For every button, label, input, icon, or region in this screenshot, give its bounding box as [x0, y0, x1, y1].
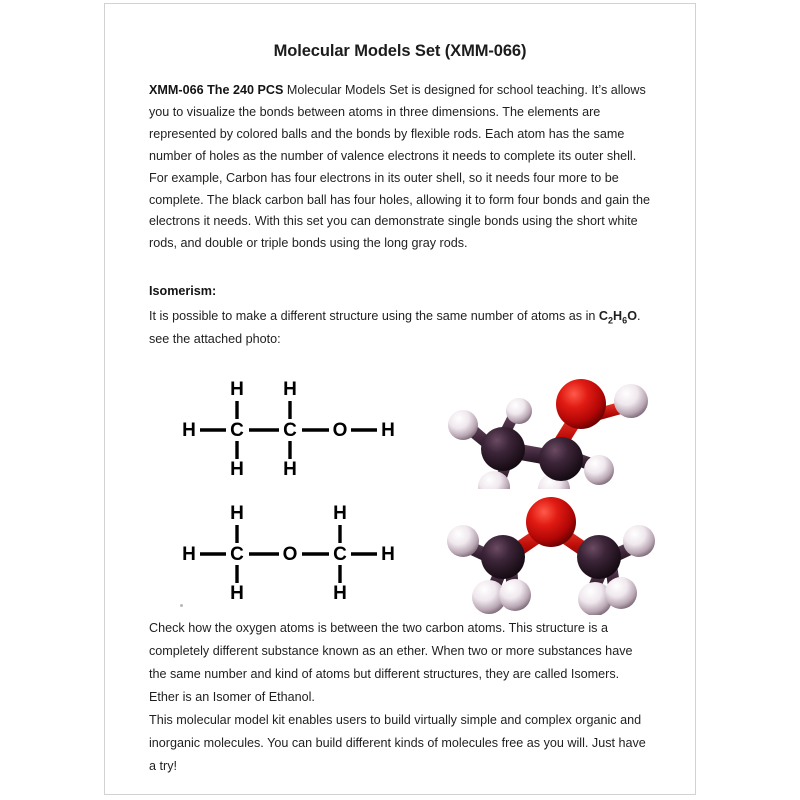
- atom-label-h-c2-bottom: H: [283, 459, 297, 481]
- ether-atom-label-c1: C: [230, 544, 244, 566]
- ether-3d-model: [445, 489, 675, 615]
- ether-structure-svg: [173, 495, 403, 613]
- hydrogen-atom: [448, 410, 478, 440]
- formula-o: O: [627, 309, 637, 324]
- formula-c: C: [598, 309, 608, 324]
- scan-artifact-speck: [180, 604, 183, 607]
- ether-atom-label-o: O: [282, 544, 298, 566]
- ether-structure-figure: [173, 495, 403, 613]
- ethanol-3d-model-svg: [441, 359, 671, 489]
- atom-label-h-c1-top: H: [230, 379, 244, 401]
- atom-label-c1: C: [230, 420, 244, 442]
- intro-paragraph: [149, 80, 651, 255]
- carbon-atom: [481, 427, 525, 471]
- hydrogen-atom: [447, 525, 479, 557]
- oxygen-atom: [526, 497, 576, 547]
- carbon-atom: [539, 437, 583, 481]
- closing-paragraph-1: Check how the oxygen atoms is between the two carbon atoms. This structure is a completely different substance known as an ether. When two or more substances have the same number and kind of atoms but different structures, they are called Isomers. Ether is an Isomer of Ethanol.: [149, 621, 633, 705]
- ether-atom-label-h-c2-bottom: H: [333, 583, 347, 605]
- oxygen-atom: [556, 379, 606, 429]
- isomerism-heading: Isomerism:: [149, 284, 217, 299]
- intro-bold-lead: XMM-066 The 240 PCS: [149, 83, 284, 97]
- ether-3d-model-svg: [445, 489, 675, 615]
- ether-atom-label-h-right: H: [381, 544, 395, 566]
- hydrogen-atom: [499, 579, 531, 611]
- document-page: [104, 3, 696, 795]
- formula-h: H: [613, 309, 623, 324]
- page-title: Molecular Models Set (XMM-066): [273, 42, 527, 60]
- formula-sub-2: 2: [607, 315, 614, 326]
- closing-paragraph-2: This molecular model kit enables users to build virtually simple and complex organic and inorganic molecules. You can build different kinds of molecules free as you will. Just have a try!: [149, 712, 646, 773]
- hydrogen-atom: [623, 525, 655, 557]
- ether-atom-label-h-left: H: [182, 544, 196, 566]
- intro-rest: Molecular Models Set is designed for school teaching. It’s allows you to visualize the bonds between atoms in three dimensions. The elements are represented by colored balls and the bonds by flexible rods. Each atom has the same number of holes as the number of valence electrons it needs to complete its outer shell. For example, Carbon has four electrons in its outer shell, so it needs four more to be complete. The black carbon ball has four holes, allowing it to form four bonds and gain the electrons it needs. With this set you can demonstrate single bonds using the short white rods, and double or triple bonds using the long gray rods.: [149, 83, 651, 251]
- atom-label-c2: C: [283, 420, 297, 442]
- atom-label-h-c1-bottom: H: [230, 459, 244, 481]
- atom-label-o: O: [332, 420, 348, 442]
- carbon-atom: [481, 535, 525, 579]
- isomerism-trailing-text: . see the attached photo:: [149, 309, 641, 347]
- ether-atom-label-h-c1-top: H: [230, 503, 244, 525]
- hydrogen-atom: [605, 577, 637, 609]
- ether-atom-label-h-c1-bottom: H: [230, 583, 244, 605]
- hydrogen-atom: [506, 398, 532, 424]
- carbon-atom: [577, 535, 621, 579]
- hydrogen-atom: [584, 455, 614, 485]
- ethanol-structure-svg: [173, 371, 403, 489]
- hydrogen-atom: [614, 384, 648, 418]
- formula-sub-6: 6: [622, 315, 628, 326]
- atom-label-h-left: H: [182, 420, 196, 442]
- molecular-formula: [598, 309, 637, 326]
- ethanol-3d-model: [441, 359, 671, 489]
- figures-region: [105, 365, 695, 617]
- ether-atom-label-h-c2-top: H: [333, 503, 347, 525]
- ethanol-structure-figure: [173, 371, 403, 489]
- atom-label-h-hydroxyl: H: [381, 420, 395, 442]
- isomerism-lead-text: It is possible to make a different structure using the same number of atoms as in: [149, 309, 599, 324]
- ether-atom-label-c2: C: [333, 544, 347, 566]
- isomerism-paragraph: [149, 306, 651, 351]
- atom-label-h-c2-top: H: [283, 379, 297, 401]
